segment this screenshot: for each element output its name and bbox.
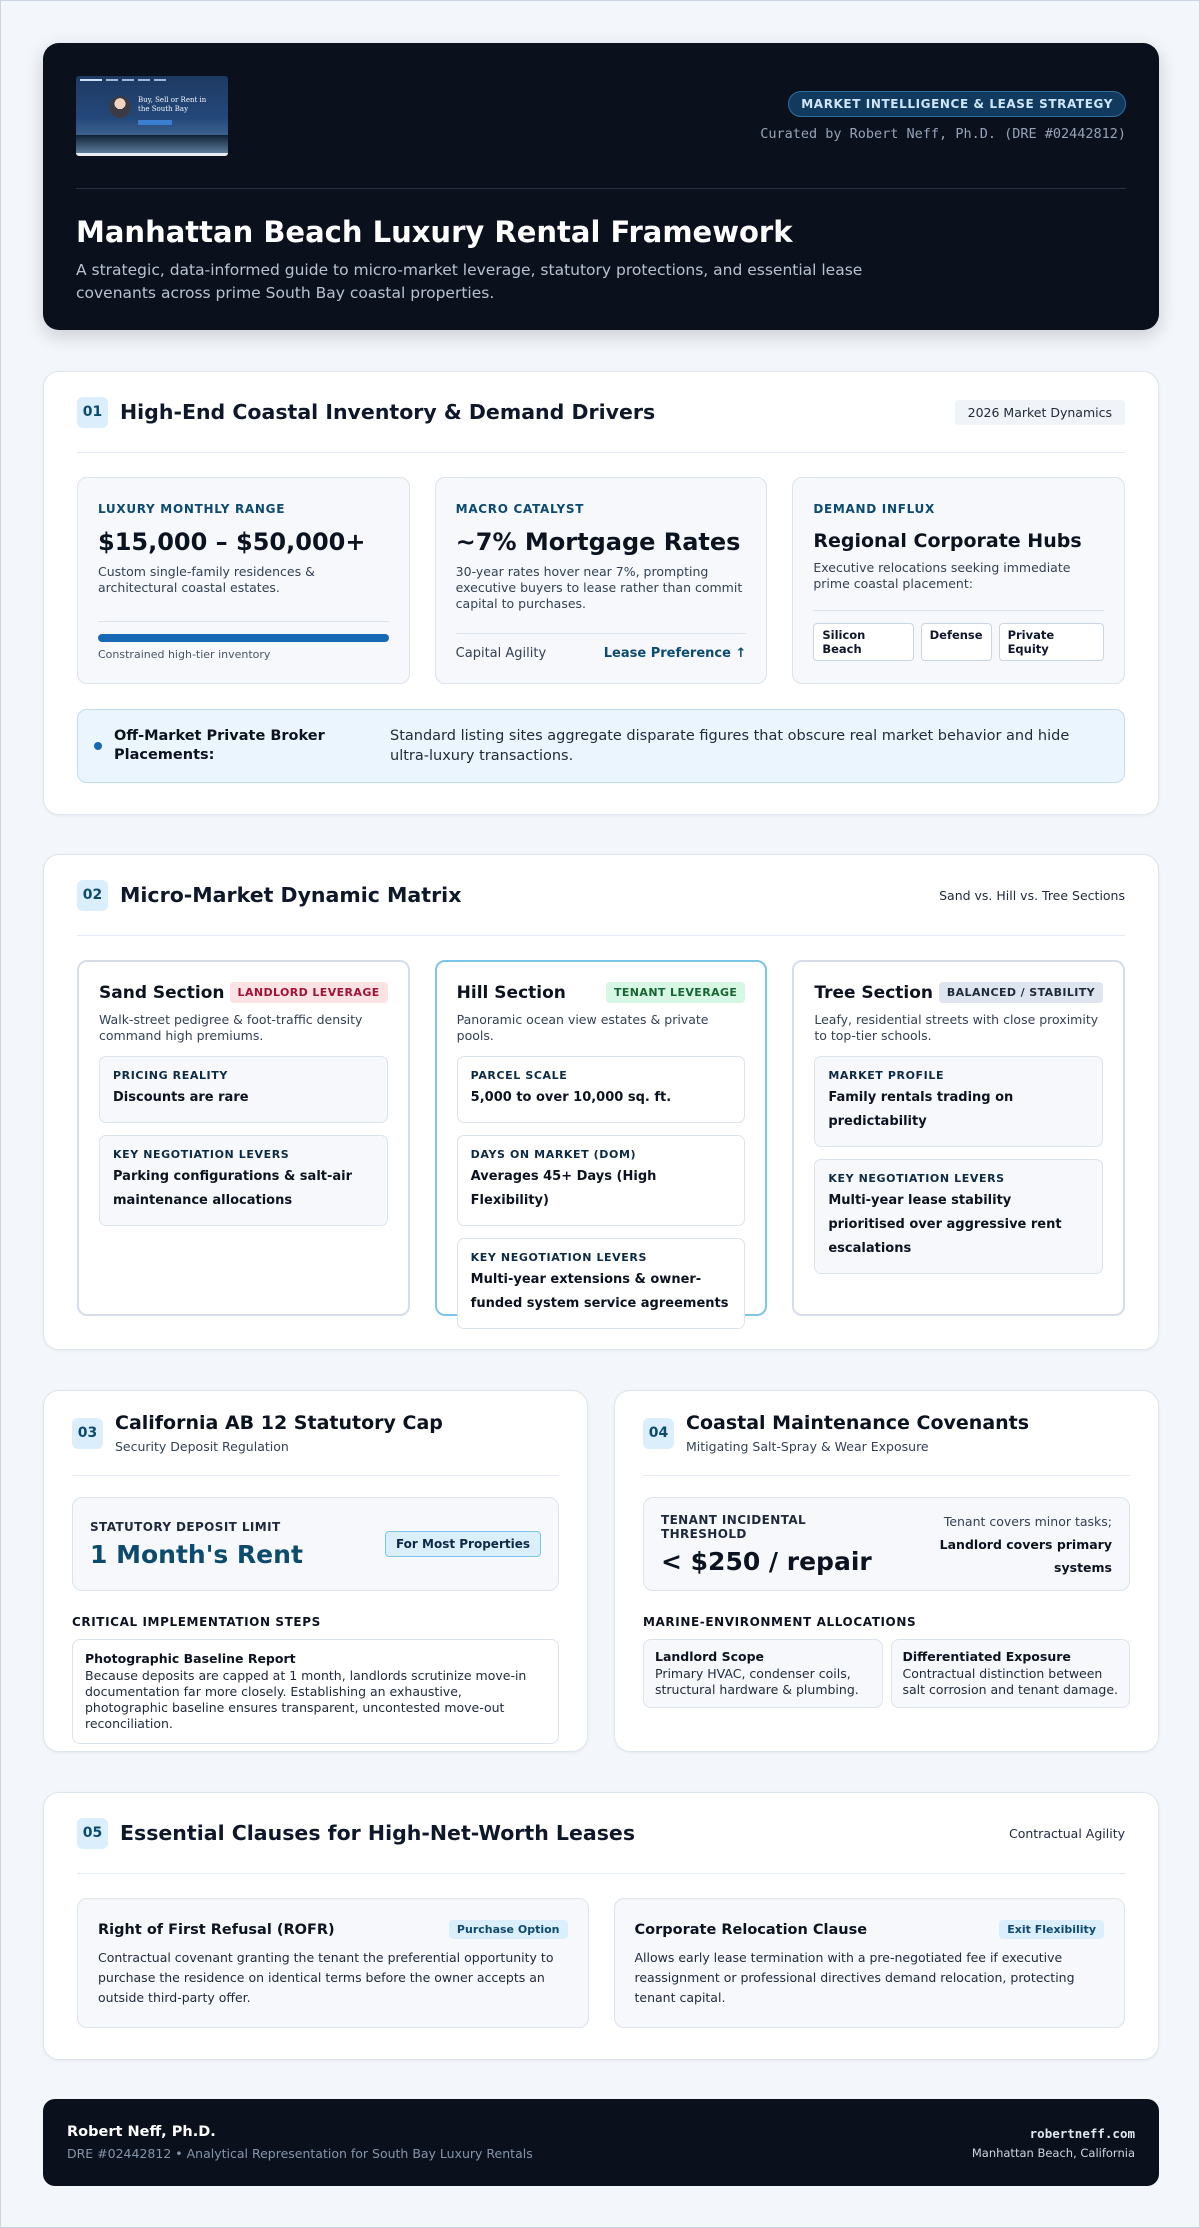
clause-pill: Exit Flexibility	[999, 1920, 1104, 1939]
box-key: KEY NEGOTIATION LEVERS	[113, 1148, 290, 1161]
threshold-stat	[643, 1497, 1130, 1591]
section-subtitle: Security Deposit Regulation	[115, 1439, 289, 1454]
note-tenant: Tenant covers minor tasks;	[943, 1513, 1112, 1529]
box-key: KEY NEGOTIATION LEVERS	[470, 1251, 647, 1264]
column-sub: Leafy, residential streets with close proximity to top-tier schools.	[814, 1012, 1099, 1043]
section-number: 03	[72, 1418, 103, 1449]
box-key: DAYS ON MARKET (DOM)	[470, 1148, 637, 1161]
stat-value: 1 Month's Rent	[90, 1539, 303, 1569]
column-sand-section	[77, 960, 410, 1316]
tile-value: $15,000 – $50,000+	[98, 528, 366, 556]
tile-desc: 30-year rates hover near 7%, prompting executive buyers to lease rather than commit capital to purchases.	[455, 564, 743, 611]
step-title: Photographic Baseline Report	[85, 1651, 296, 1666]
note-landlord: Landlord covers primary systems	[939, 1536, 1112, 1575]
box-value: Multi-year extensions & owner-funded system service agreements	[470, 1272, 729, 1311]
tile-macro-catalyst	[435, 477, 768, 684]
section-title: Micro-Market Dynamic Matrix	[120, 883, 462, 907]
thumbnail-headline: Buy, Sell or Rent in the South Bay	[138, 96, 207, 113]
info-box	[814, 1159, 1103, 1274]
section-ab12	[43, 1390, 588, 1752]
column-title: Hill Section	[456, 982, 566, 1003]
section-number: 04	[643, 1418, 674, 1449]
lease-preference-label: Lease Preference ↑	[603, 646, 747, 661]
column-tree-section	[792, 960, 1125, 1316]
section-subtitle: Mitigating Salt-Spray & Wear Exposure	[686, 1439, 929, 1454]
avatar	[109, 96, 131, 118]
section-title: Essential Clauses for High-Net-Worth Leases	[120, 1821, 636, 1845]
footer-site-link[interactable]: robertneff.com	[1029, 2125, 1135, 2141]
bar-caption: Constrained high-tier inventory	[98, 648, 271, 661]
chip-defense: Defense	[921, 623, 992, 661]
leverage-badge: TENANT LEVERAGE	[606, 982, 745, 1003]
tile-eyebrow: DEMAND INFLUX	[813, 502, 935, 516]
tile-desc: Executive relocations seeking immediate prime coastal placement:	[813, 560, 1071, 591]
stat-value: < $250 / repair	[661, 1546, 872, 1576]
footer-location: Manhattan Beach, California	[971, 2145, 1135, 2160]
clause-body: Allows early lease termination with a pre-negotiated fee if executive reassignment or professional directives demand relocation, protecting tenant capital.	[634, 1950, 1075, 2005]
section-tag: 2026 Market Dynamics	[955, 400, 1125, 425]
tile-eyebrow: LUXURY MONTHLY RANGE	[98, 502, 286, 516]
callout-title: Off-Market Private Broker Placements:	[114, 728, 325, 763]
section-tag: Sand vs. Hill vs. Tree Sections	[939, 887, 1125, 903]
off-market-callout	[77, 709, 1125, 783]
allocation-title: Landlord Scope	[655, 1649, 765, 1664]
callout-body: Standard listing sites aggregate disparate figures that obscure real market behavior and hide ultra-luxury transactions.	[390, 728, 1070, 764]
tile-demand-influx	[792, 477, 1125, 684]
info-box	[457, 1238, 746, 1329]
allocations-label: MARINE-ENVIRONMENT ALLOCATIONS	[643, 1615, 917, 1629]
allocation-body: Contractual distinction between salt corrosion and tenant damage.	[902, 1666, 1118, 1697]
chip-private-equity: Private Equity	[999, 623, 1104, 661]
footer-name: Robert Neff, Ph.D.	[67, 2124, 216, 2140]
footer	[43, 2099, 1159, 2186]
section-number: 01	[77, 397, 108, 428]
capital-agility-label: Capital Agility	[455, 646, 547, 661]
tile-value: Regional Corporate Hubs	[813, 530, 1082, 552]
chip-silicon-beach: Silicon Beach	[813, 623, 913, 661]
footer-sub: DRE #02442812 • Analytical Representation for South Bay Luxury Rentals	[67, 2146, 533, 2161]
thumbnail-cta	[138, 120, 172, 125]
tile-luxury-range	[77, 477, 410, 684]
section-inventory	[43, 371, 1159, 815]
thumbnail-nav	[80, 79, 224, 82]
section-number: 05	[77, 1818, 108, 1849]
clause-body: Contractual covenant granting the tenant the preferential opportunity to purchase the residence on identical terms before the owner accepts an outside third-party offer.	[98, 1950, 554, 2005]
clause-relocation	[614, 1898, 1126, 2028]
clause-rofr	[77, 1898, 589, 2028]
info-box	[99, 1135, 388, 1226]
box-value: Parking configurations & salt-air maintenance allocations	[113, 1169, 353, 1208]
column-title: Sand Section	[99, 982, 225, 1003]
section-tag: Contractual Agility	[1008, 1825, 1125, 1841]
stat-label: TENANT INCIDENTAL THRESHOLD	[661, 1512, 807, 1541]
section-maintenance	[614, 1390, 1159, 1752]
hero-header	[43, 43, 1159, 330]
allocation-title: Differentiated Exposure	[902, 1649, 1071, 1664]
box-value: 5,000 to over 10,000 sq. ft.	[470, 1090, 672, 1105]
step-body: Because deposits are capped at 1 month, landlords scrutinize move-in documentation far more closely. Establishing an exhaustive, photographic baseline ensures transparent, uncontested move-out reconciliation.	[85, 1668, 527, 1731]
box-key: MARKET PROFILE	[828, 1069, 945, 1082]
info-box	[814, 1056, 1103, 1147]
steps-label: CRITICAL IMPLEMENTATION STEPS	[72, 1615, 321, 1629]
thumbnail-skyline	[76, 135, 228, 153]
section-clauses	[43, 1792, 1159, 2060]
allocation-card	[891, 1639, 1131, 1708]
page-title: Manhattan Beach Luxury Rental Framework	[76, 215, 793, 249]
box-key: KEY NEGOTIATION LEVERS	[828, 1172, 1005, 1185]
hero-badge: MARKET INTELLIGENCE & LEASE STRATEGY	[788, 91, 1126, 117]
tile-desc: Custom single-family residences & architectural coastal estates.	[98, 564, 315, 595]
inventory-bar	[98, 634, 389, 642]
box-value: Multi-year lease stability prioritised over aggressive rent escalations	[828, 1193, 1062, 1256]
box-key: PRICING REALITY	[113, 1069, 228, 1082]
section-title: California AB 12 Statutory Cap	[115, 1412, 443, 1434]
clause-title: Corporate Relocation Clause	[634, 1921, 868, 1938]
leverage-badge: LANDLORD LEVERAGE	[230, 982, 388, 1003]
curator-line: Curated by Robert Neff, Ph.D. (DRE #02442812)	[760, 126, 1126, 142]
step-card	[72, 1639, 559, 1744]
box-key: PARCEL SCALE	[470, 1069, 568, 1082]
clause-pill: Purchase Option	[449, 1920, 568, 1939]
info-box	[457, 1135, 746, 1226]
info-box	[457, 1056, 746, 1123]
clause-title: Right of First Refusal (ROFR)	[98, 1921, 335, 1938]
page	[1, 1, 1200, 2228]
box-value: Family rentals trading on predictability	[828, 1090, 1014, 1129]
leverage-badge: BALANCED / STABILITY	[939, 982, 1103, 1003]
tile-eyebrow: MACRO CATALYST	[455, 502, 585, 516]
hero-divider	[76, 188, 1126, 189]
section-matrix	[43, 854, 1159, 1350]
section-number: 02	[77, 880, 108, 911]
allocation-body: Primary HVAC, condenser coils, structural hardware & plumbing.	[655, 1666, 859, 1697]
section-title: High-End Coastal Inventory & Demand Drivers	[120, 400, 656, 424]
column-title: Tree Section	[814, 982, 934, 1003]
bullet-dot-icon	[94, 742, 102, 750]
box-value: Discounts are rare	[113, 1090, 249, 1105]
section-title: Coastal Maintenance Covenants	[686, 1412, 1030, 1434]
box-value: Averages 45+ Days (High Flexibility)	[470, 1169, 657, 1208]
info-box	[99, 1056, 388, 1123]
deposit-stat	[72, 1497, 559, 1591]
allocation-card	[643, 1639, 883, 1708]
page-subtitle: A strategic, data-informed guide to micro-market leverage, statutory protections, and essential lease covenants across prime South Bay coastal properties.	[76, 261, 863, 302]
column-hill-section	[435, 960, 768, 1316]
column-sub: Panoramic ocean view estates & private pools.	[456, 1012, 709, 1043]
website-thumbnail[interactable]	[76, 76, 228, 156]
stat-label: STATUTORY DEPOSIT LIMIT	[90, 1519, 281, 1534]
column-sub: Walk-street pedigree & foot-traffic density command high premiums.	[99, 1012, 363, 1043]
tile-value: ~7% Mortgage Rates	[455, 528, 741, 556]
stat-pill: For Most Properties	[385, 1531, 541, 1557]
